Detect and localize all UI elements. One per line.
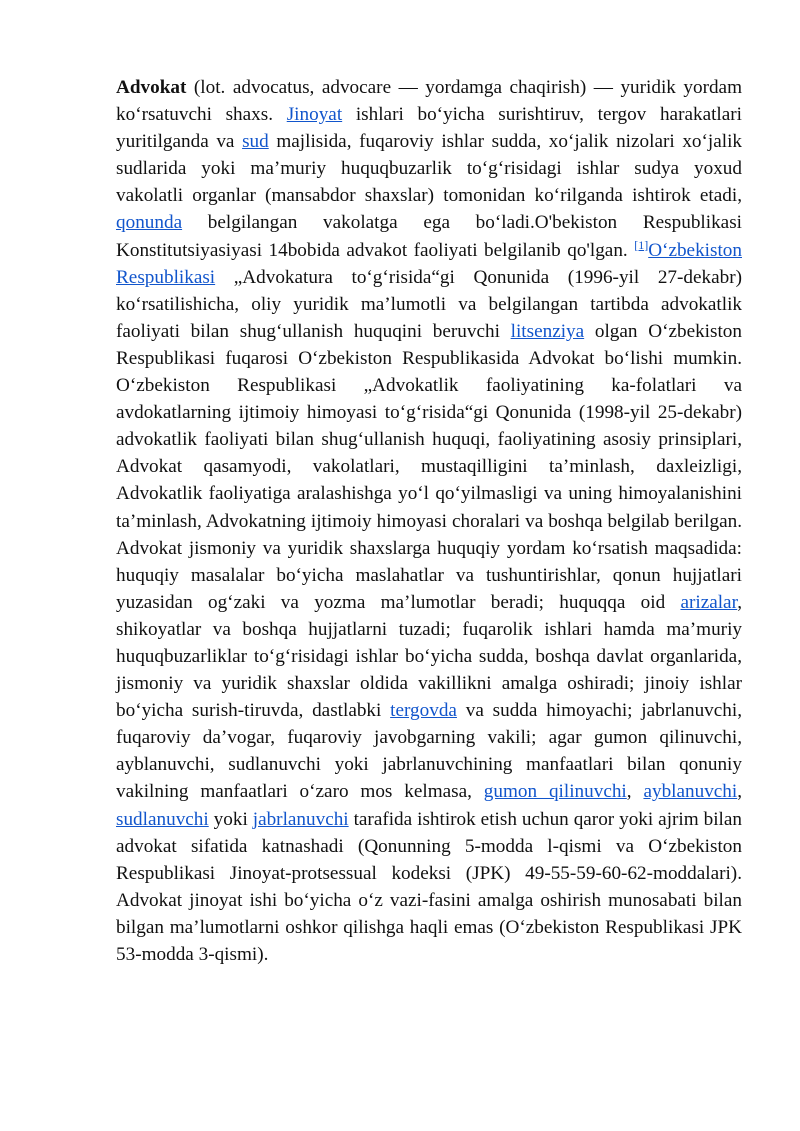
link-ozbekiston-respublikasi[interactable]: Oʻzbekiston Respublikasi: [116, 239, 742, 288]
article-paragraph: [116, 74, 742, 968]
text-span: „Advokatura toʻgʻrisida“gi Qonunida (1996-yil 27-dekabr) koʻrsatilishicha, oliy yuridik maʼlumotli va belgilangan tartibda advokatlik faoliyati bilan shugʻullanish huquqini beruvchi: [116, 266, 742, 342]
text-span: ,: [626, 781, 644, 803]
link-arizalar[interactable]: arizalar: [680, 591, 738, 613]
link-sudlanuvchi[interactable]: sudlanuvchi: [116, 808, 209, 830]
link-qonunda[interactable]: qonunda: [116, 212, 183, 234]
text-span: (lot. advocatus, advocare — yordamga chaqirish) — yuridik yordam koʻrsatuvchi shaxs.: [116, 77, 742, 126]
text-span: olgan Oʻzbekiston Respublikasi fuqarosi Oʻzbekiston Respublikasida Advokat boʻlishi mumkin. Oʻzbekiston Respublikasi „Advokatlik faoliyatining ka-folatlari va avdokatlarning ijtimoiy himoyasi toʻgʻrisida“gi Qonunida (1998-yil 25-dekabr) advokatlik faoliyati bilan shugʻullanish huquqi, faoliyatining asosiy prinsiplari, Advokat qasamyodi, vakolatlari, mustaqilligini taʼminlash, daxleizligi, Advokatlik faoliyatiga aralashishga yoʻl qoʻyilmasligi va uning himoyalanishini taʼminlash, Advokatning ijtimoiy himoyasi choralari va boshqa belgilab berilgan. Advokat jismoniy va yuridik shaxslarga huquqiy yordam koʻrsatish maqsadida: huquqiy masalalar boʻyicha maslahatlar va tushuntirishlar, qonun hujjatlari yuzasidan ogʻzaki va yozma maʼlumotlar beradi; huquqqa oid: [116, 320, 742, 613]
link-jinoyat[interactable]: Jinoyat: [286, 104, 343, 126]
link-ayblanuvchi[interactable]: ayblanuvchi: [643, 781, 738, 803]
text-span: ishlari boʻyicha surishtiruv, tergov harakatlari yuritilganda va: [116, 104, 742, 153]
footnote-ref-1[interactable]: [1]: [634, 237, 649, 252]
text-span: ,: [737, 781, 743, 803]
text-span: belgilangan vakolatga ega boʻladi.O'bekiston Respublikasi Konstitutsiyasiyasi 14bobida advakot faoliyati belgilanib qo'lgan.: [116, 212, 742, 261]
text-span: tarafida ishtirok etish uchun qaror yoki ajrim bilan advokat sifatida katnashadi (Qonunning 5-modda l-qismi va Oʻzbekiston Respublikasi Jinoyat-protsessual kodeksi (JPK) 49-55-59-60-62-moddalari). Advokat jinoyat ishi boʻyicha oʻz vazi-fasini amalga oshirish munosabati bilan bilgan maʼlumotlarni oshkor qilishga haqli emas (Oʻzbekiston Respublikasi JPK 53-modda 3-qismi).: [116, 808, 742, 965]
link-jabrlanuvchi[interactable]: jabrlanuvchi: [252, 808, 349, 830]
text-span: yoki: [208, 808, 253, 830]
article-term: Advokat: [116, 77, 187, 98]
link-litsenziya[interactable]: litsenziya: [510, 320, 585, 342]
text-span: , shikoyatlar va boshqa hujjatlarni tuzadi; fuqarolik ishlari hamda maʼmuriy huquqbuzarliklar toʻgʻrisidagi ishlar boʻyicha sudda, boshqa davlat organlarida, jismoniy va yuridik shaxslar oldida vakillikni amalga oshiradi; jinoiy ishlar boʻyicha surish-tiruvda, dastlabki: [116, 591, 742, 722]
link-gumon-qilinuvchi[interactable]: gumon qilinuvchi: [483, 781, 627, 803]
link-sud[interactable]: sud: [242, 131, 269, 153]
text-span: majlisida, fuqaroviy ishlar sudda, xoʻjalik nizolari xoʻjalik sudlarida yoki maʼmuriy huquqbuzarlik toʻgʻrisidagi ishlar sudya yoxud vakolatli organlar (mansabdor shaxslar) tomonidan koʻrilganda ishtirok etadi,: [116, 131, 742, 207]
text-span: va sudda himoyachi; jabrlanuvchi, fuqaroviy daʼvogar, fuqaroviy javobgarning vakili; agar gumon qilinuvchi, ayblanuvchi, sudlanuvchi yoki jabrlanuvchining manfaatlari bilan qonuniy vakilning manfaatlari oʻzaro mos kelmasa,: [116, 700, 743, 803]
link-tergovda[interactable]: tergovda: [390, 700, 457, 722]
